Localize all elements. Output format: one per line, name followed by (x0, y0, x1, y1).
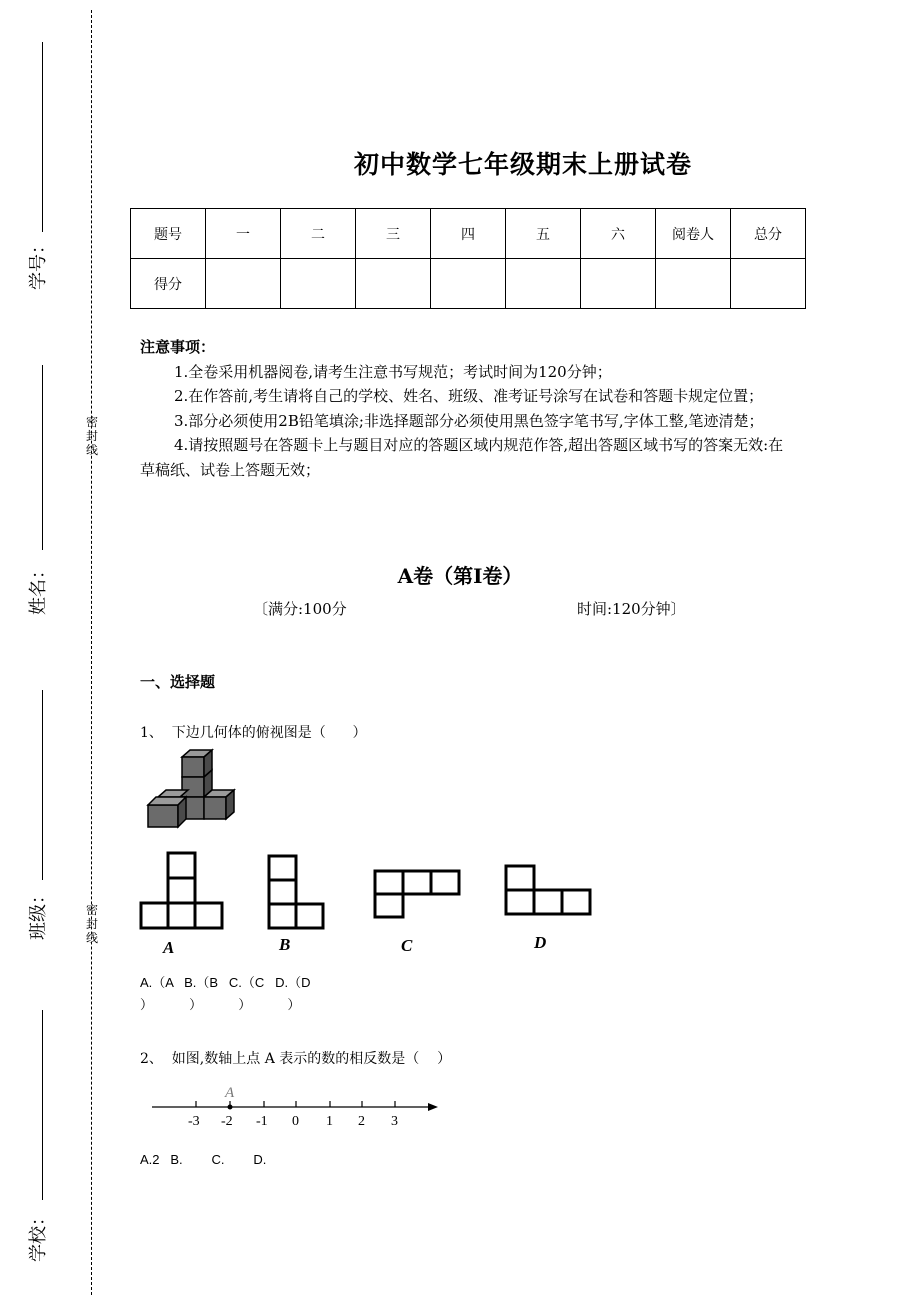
class-label: 班级： (28, 886, 49, 940)
tick-label: -3 (188, 1114, 200, 1129)
student-id-label: 学号： (28, 236, 49, 290)
score-table-score-row (131, 259, 806, 309)
class-line (42, 690, 43, 880)
notice-item: 3.部分必须使用2B铅笔填涂;非选择题部分必须使用黑色签字笔书写,字体工整,笔迹清楚； (174, 411, 764, 430)
school-line (42, 1010, 43, 1200)
seal-dashed-line (91, 10, 92, 1295)
fig-label-b: B (279, 935, 291, 954)
section-a-title: A卷（第Ⅰ卷） (397, 564, 523, 588)
notice-title: 注意事项： (140, 338, 216, 356)
row-label-cell: 得分 (131, 259, 206, 309)
score-table (130, 208, 806, 309)
seal-text-lower: 密 封 线 (85, 903, 98, 945)
notice-block (140, 335, 790, 482)
fig-label-c: C (401, 936, 413, 955)
section-1-title: 一、选择题 (140, 673, 216, 691)
header-cell: 五 (506, 209, 581, 259)
question-1-options-line1: A.（A B.（B C.（C D.（D (140, 975, 311, 990)
tick-label: 1 (326, 1114, 333, 1129)
tick-label: 0 (292, 1114, 299, 1129)
score-cell[interactable] (356, 259, 431, 309)
header-cell: 三 (356, 209, 431, 259)
header-cell: 二 (281, 209, 356, 259)
option-d-view (506, 866, 590, 914)
question-1-options-line2: ） ） ） ） (140, 997, 301, 1012)
option-a-view (141, 853, 222, 928)
score-cell[interactable] (506, 259, 581, 309)
full-score: 〔满分:100分 (253, 600, 347, 618)
name-label: 姓名： (28, 561, 49, 615)
score-cell[interactable] (731, 259, 806, 309)
tick-label: -1 (256, 1114, 268, 1129)
tick-label: -2 (221, 1114, 233, 1129)
header-cell: 总分 (731, 209, 806, 259)
option-b-view (269, 856, 323, 928)
name-line (42, 365, 43, 550)
score-cell[interactable] (206, 259, 281, 309)
point-a-label: A (225, 1085, 235, 1101)
option-c-view (375, 871, 459, 917)
header-cell: 题号 (131, 209, 206, 259)
exam-title: 初中数学七年级期末上册试卷 (353, 150, 692, 179)
school-label: 学校： (28, 1208, 49, 1262)
header-cell: 四 (431, 209, 506, 259)
seal-text-upper: 密 封 线 (85, 415, 98, 457)
score-table-header-row (131, 209, 806, 259)
fig-label-d: D (534, 933, 547, 952)
point-a-marker (228, 1105, 233, 1110)
tick-label: 2 (358, 1114, 365, 1129)
question-1-text: 1、 下边几何体的俯视图是（ ） (140, 725, 367, 741)
solid-figure (140, 745, 250, 835)
score-cell[interactable] (656, 259, 731, 309)
question-2-text: 2、 如图,数轴上点 A 表示的数的相反数是（ ） (140, 1051, 452, 1067)
question-2-options: A.2 B. C. D. (140, 1152, 267, 1167)
header-cell: 一 (206, 209, 281, 259)
score-cell[interactable] (281, 259, 356, 309)
notice-item: 4.请按照题号在答题卡上与题目对应的答题区域内规范作答,超出答题区域书写的答案无效:在草稿纸、试卷上答题无效； (140, 436, 784, 479)
number-line (148, 1078, 448, 1133)
view-options-figure (135, 848, 615, 958)
tick-label: 3 (391, 1114, 398, 1129)
exam-time: 时间:120分钟〕 (577, 600, 686, 618)
fig-label-a: A (163, 938, 175, 957)
notice-item: 2.在作答前,考生请将自己的学校、姓名、班级、准考证号涂写在试卷和答题卡规定位置； (174, 387, 764, 405)
header-cell: 六 (581, 209, 656, 259)
score-cell[interactable] (431, 259, 506, 309)
header-cell: 阅卷人 (656, 209, 731, 259)
score-cell[interactable] (581, 259, 656, 309)
student-id-line (42, 42, 43, 232)
notice-item: 1.全卷采用机器阅卷,请考生注意书写规范；考试时间为120分钟； (174, 362, 612, 381)
